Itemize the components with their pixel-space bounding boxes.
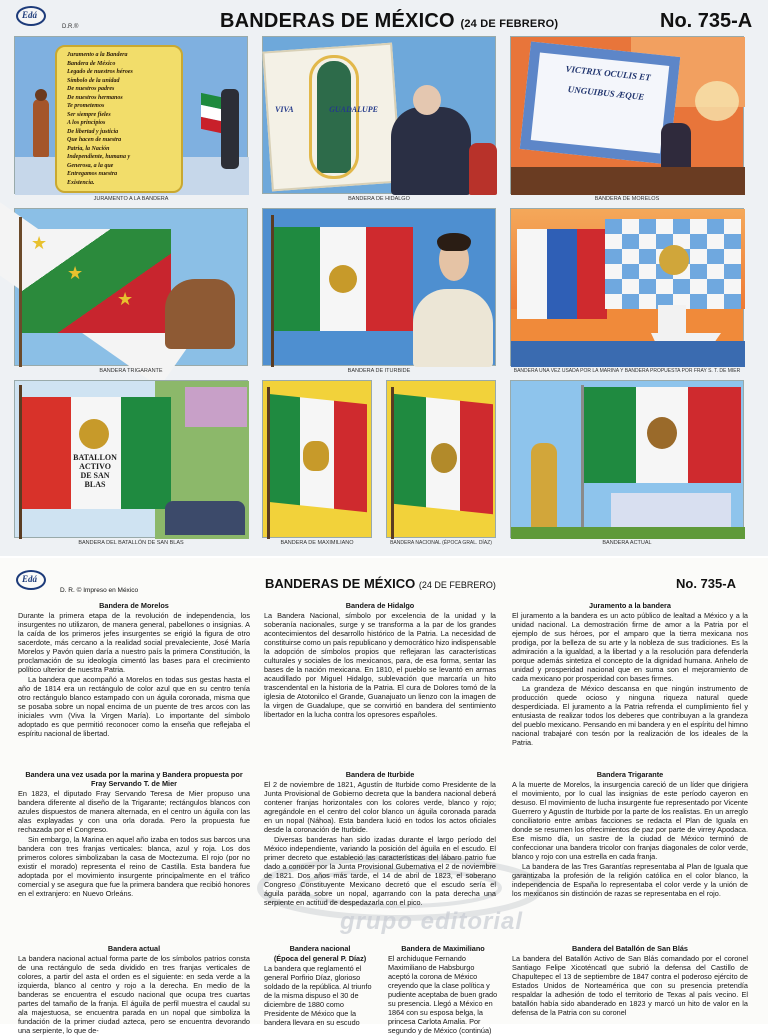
section-heading: Bandera de Morelos — [99, 601, 169, 610]
lawn — [511, 527, 745, 539]
section-heading: Bandera de Maximiliano — [401, 944, 485, 953]
paragraph: La bandera nacional actual forma parte de los símbolos patrios consta de una rectángulo de seda dividido en tres franjas verticales de colores, a partir del asta el orden es el siguiente: en seda verde a la izquierda, blanco al centro y rojo a la derecha. En medio de la banderas se encuentra el escudo nacional que ocupa tres cuartas partes del tamaño de la franja. El águila de perfil muestra el caudal su ala majestuosa, se encuentra parada en un nopal que simboliza la fundación de la primer ciudad azteca, pero se encuentra devorando una serpiente, lo que de- — [18, 954, 250, 1035]
morelos-flag-text: VICTRIX OCULIS ET UNGUIBUS ÆQUE — [565, 63, 652, 103]
section-iturbide — [264, 770, 496, 908]
panel-juramento — [14, 36, 248, 194]
battle-smoke — [695, 81, 739, 121]
section-heading: Bandera de Iturbide — [345, 770, 415, 779]
eagle-crest-icon — [431, 443, 457, 473]
caption-iturbide: BANDERA DE ITURBIDE — [347, 368, 411, 374]
section-juramento — [512, 601, 748, 748]
hidalgo-figure — [391, 107, 471, 195]
copyright-note: D. R. © Impreso en México — [60, 587, 139, 594]
paragraph: El 2 de noviembre de 1821, Agustín de Iturbide como Presidente de la Junta Provisional de Gobierno decreta que la bandera nacional deberá contener franjas horizontales con los colores verde, blanco y rojo; agregándole en el centro del color blanco un águila coronada parada en un nopal (Náhoa). Esta bandera lució en todos los actos oficiales desde la coronación de Iturbide. — [264, 780, 496, 834]
banner-text: VIVA GUADALUPE — [275, 105, 378, 114]
ground — [511, 167, 745, 195]
marina-flag — [517, 229, 607, 319]
panel-nacional-diaz — [386, 380, 496, 538]
imperial-eagle-icon — [303, 441, 329, 471]
paragraph: La bandera que acompañó a Morelos en todas sus gestas hasta el año de 1814 era un rectángulo de color azul que en su centro tenía otro rectángulo blanco estampado con un águila coronada, misma que se posaba sobre un nopal encima de un puente de tres arcos con las iniciales vvm (Viva la Virgen María). Lo importante del símbolo adoptado es que permitió reconocer como la enseña que reflejaba el espíritu nacional de libertad. — [18, 675, 250, 738]
publisher-logo — [16, 570, 46, 590]
star-icon: ★ — [31, 233, 48, 253]
title-text: BANDERAS DE MÉXICO — [265, 576, 416, 591]
panel-hidalgo — [262, 36, 496, 194]
section-hidalgo — [264, 601, 496, 720]
section-marina — [18, 770, 250, 899]
caption-juramento: JURAMENTO A LA BANDERA — [93, 196, 169, 202]
star-icon: ★ — [67, 263, 84, 283]
eagle-crest-icon — [659, 245, 689, 275]
sea — [511, 341, 745, 367]
flagpole — [391, 387, 394, 539]
flagpole — [19, 385, 22, 539]
san-blas-flag-text: BATALLON ACTIVO DE SAN BLAS — [73, 453, 117, 489]
panel-morelos — [510, 36, 744, 194]
copyright-mark: D.R.® — [62, 24, 79, 30]
paragraph: A la muerte de Morelos, la insurgencia careció de un líder que dirigiera el movimiento, por lo cual las insignias de este período cayeron en desuso. El movimiento de lucha insurgente fue representado por Vicente Guerrero y Agustín de Iturbide por la parte de los realistas. En un arreglo conciliatorio entre ambas facciones se redacta el Plan de Iguala en donde se resumen los ofrecimientos de paz por parte de virrey Apodaca. Ese mismo día, un sastre de la ciudad de México terminó de confeccionar una bandera tricolor con franjas diagonales de color verde, blanco y rojo con una estrella en cada franja. — [512, 780, 748, 861]
horse-rider — [165, 279, 235, 349]
section-morelos — [18, 601, 250, 739]
section-heading: Bandera actual — [107, 944, 161, 953]
sheet-number: No. 735-A — [676, 576, 736, 591]
paragraph: La bandera que reglamentó el general Porfirio Díaz, glorioso soldado de la república. Al triunfo de la misma dispuso el 30 de diciembre de 1880 como Presidente de México que la bandera llevara en su escudo — [264, 964, 372, 1027]
virgin-aura — [309, 55, 359, 179]
section-heading: Bandera del Batallón de San Blás — [572, 944, 688, 953]
buildings — [611, 493, 731, 529]
caption-nacional: BANDERA NACIONAL (ÉPOCA GRAL. DÍAZ) — [390, 540, 492, 546]
section-heading: Bandera una vez usada por la marina y Bandera propuesta por Fray Servando T. de Mier — [25, 770, 243, 788]
panel-san-blas — [14, 380, 248, 538]
section-trigarante — [512, 770, 748, 899]
caption-hidalgo: BANDERA DE HIDALGO — [348, 196, 410, 202]
iturbide-figure — [413, 289, 493, 367]
title-date: (24 DE FEBRERO) — [460, 18, 559, 30]
section-actual — [18, 944, 250, 1035]
caption-morelos: BANDERA DE MORELOS — [594, 196, 660, 202]
castle-building — [185, 387, 247, 427]
paragraph: Sin embargo, la Marina en aquel año izaba en todos sus barcos una bandera con tres franjas verticales: blanca, azul y roja. Los dos primeros colores simbolizaban la casa de Moctezuma. El rojo (por no existir el morado) representa el reino de Castilla. Esta bandera fue adoptada por el movimiento insurgente principalmente en el tráfico comercial y se asegura que fue la primera bandera que recibió honores en el extranjero: en Nuevo Orleáns. — [18, 835, 250, 898]
text-sheet — [0, 558, 768, 1035]
flagpole — [267, 387, 270, 539]
section-nacional — [264, 944, 376, 1027]
page-title — [220, 10, 558, 33]
caption-actual: BANDERA ACTUAL — [602, 540, 652, 546]
title-date: (24 DE FEBRERO) — [418, 580, 496, 590]
section-heading: Juramento a la bandera — [589, 601, 671, 610]
caption-maximiliano: BANDERA DE MAXIMILIANO — [280, 540, 354, 546]
eagle-crest-icon — [329, 265, 357, 293]
caption-marina: BANDERA UNA VEZ USADA POR LA MARINA Y BANDERA PROPUESTA POR FRAY S. T. DE MIER — [513, 368, 741, 374]
paragraph: La Bandera Nacional, símbolo por excelencia de la unidad y la soberanía nacionales, surge y se transforma a la par de los grandes acontecimientos del desarrollo histórico de la Patria. La necesidad de constituirse como un país republicano y democrático hizo indispensable la adopción de símbolos propios que reflejaran las características culturales y sociales de los mexicanos, para, de esa forma, sentar las bases de la nación mexicana. En 1810, el pueblo se levantó en armas acaudillado por Miguel Hidalgo, sublevación que marcaría un hito trascendental en la historia de la Patria. El cura de Dolores tomó de la iglesia de Atotonilco el Grande, Guanajuato un lienzo con la imagen de la virgen de Guadalupe, que se convirtió en bandera del sentimiento libertador en la lucha contra los opresores españoles. — [264, 611, 497, 719]
paragraph: El archiduque Fernando Maximiliano de Habsburgo aceptó la corona de México creyendo que la clase política y pudiente aceptaba de buen grado su presencia. Llegó a México en 1864 con su esposa belga, la princesa Carlota Amalia. Por segundo y de México (continúa) — [388, 954, 498, 1035]
boy-head — [35, 89, 47, 101]
panel-marina — [510, 208, 744, 366]
flagpole — [581, 385, 584, 539]
flagpole — [271, 215, 274, 367]
paragraph: Durante la primera etapa de la revolución de independencia, los insurgentes no utilizaron, de manera general, pabellones o insignias. A la caída de los primeros jefes insurgentes se erigió la figura de otro sacerdote, más cercano a la realidad social prevaleciente, José María Morelos y Pavón quien daría a nuestro país la primera Constitución, la proclamación de su ideología cimentó las bases para el crecimiento político ulterior de nuestra Patria. — [18, 611, 250, 674]
page-title — [265, 576, 496, 591]
sheet-number: No. 735-A — [660, 10, 753, 32]
iturbide-hair — [437, 233, 471, 251]
soldiers — [165, 501, 245, 535]
sailing-ship — [651, 305, 721, 345]
watermark-text: grupo editorial — [340, 908, 523, 935]
section-heading: Bandera Trigarante — [596, 770, 664, 779]
hidalgo-head — [413, 85, 441, 115]
paragraph: El juramento a la bandera es un acto público de lealtad a México y a la unidad nacional. La demostración firme de amor a la Patria por el ejemplo de sus héroes, por el amparo que la tierra mexicana nos prodiga, por la belleza de su arte y la nobleza de sus tradiciones. Es la admiración a la igualdad, a la libertad y a la resolución para defenderla porque además sintetiza el concepto de la dignidad humana. Anhelo de unidad y prosperidad nacional que en suma son el mejoramiento de cada mexicano por prosperidad con bases firmes. — [512, 611, 748, 683]
flagpole — [19, 217, 22, 367]
caption-trigarante: BANDERA TRIGARANTE — [99, 368, 163, 374]
star-icon: ★ — [117, 289, 134, 309]
soldier-red — [469, 143, 497, 195]
eagle-crest-icon — [647, 417, 677, 449]
section-subheading: (Época del general P. Díaz) — [273, 954, 367, 963]
panel-iturbide — [262, 208, 496, 366]
boy-figure — [33, 99, 49, 157]
paragraph: La grandeza de México descansa en que ningún instrumento de producción quede ocioso y ninguna riqueza natural quede desperdiciada. El juramento a la Patria refrenda el cumplimiento fiel y entusiasta de realizar todos los deberes que contribuyan a la grandeza del pueblo mexicano. Pensando en mi bandera y en el espíritu del himno nacional trabajaré con tesón por la realización de los ideales de la Patria. — [512, 684, 748, 747]
paragraph: La bandera de las Tres Garantías representaba al Plan de Iguala que garantizaba la profesión de la religión católica en el color blanco, la independencia de España lo representaba el color verde y la unión de los mexicanos sin distinción de razas se representaba en el rojo. — [512, 862, 748, 898]
eagle-crest-icon — [79, 419, 109, 449]
title-text: BANDERAS DE MÉXICO — [220, 10, 455, 32]
panel-trigarante — [14, 208, 248, 366]
scroll-text: Juramento a la Bandera Bandera de México Legado de nuestros héroes Símbolo de la unidad De nuestros padres De nuestros hermanos Te prometemos Ser siempre fieles A los principios De libertad y justicia Que hacen de nuestra Patria, la Nación Independiente, humana y Generosa, a la que Entregamos nuestra Existencia. — [67, 52, 133, 186]
section-heading: Bandera de Hidalgo — [345, 601, 415, 610]
section-san-blas — [512, 944, 748, 1024]
publisher-logo — [16, 6, 46, 26]
panel-actual — [510, 380, 744, 538]
caption-san-blas: BANDERA DEL BATALLÓN DE SAN BLAS — [78, 540, 184, 546]
paragraph: En 1823, el diputado Fray Servando Teresa de Mier propuso una bandera diferente al diseño de la Trigarante; rectángulos blancos con azules dispuestos de manera alternada, en el centro un águila con las alas explayadas y con una orla dorada. Pero la propuesta fue rechazada por el Congreso. — [18, 789, 250, 834]
panel-maximiliano — [262, 380, 372, 538]
logo-text: Edá — [22, 10, 38, 20]
soldier-figure — [221, 89, 239, 169]
saluting-soldier — [531, 443, 557, 531]
paragraph: La bandera del Batallón Activo de San Blás comandado por el coronel Santiago Felipe Xicoténcatl que subrió la defensa del Castillo de Chapultepec el 13 de septiembre de 1847 contra el poderoso ejército de Estados Unidos de Norteamérica que con su presencia pretendía respaldar la adhesión de todo el territorio de Texas al país vecino. El batallón había sido abanderado en 1823 y marcó un hito de valor en la defensa de la Patria con su coronel — [512, 954, 748, 1017]
paragraph: Diversas banderas han sido izadas durante el largo período del México independiente, variando la posición del águila en el escudo. El primer decreto que estableció las características del lábaro patrio fue dado a conocer por la Junta Provisional Gubernativa el 2 de noviembre de 1821. Dos años más tarde, el 14 de abril de 1823, el soberano Congreso Constituyente Mexicano decretó que el escudo sería el águila parada sobre un nopal, agarrando con la pata derecha una serpiente en actitud de despedazarla con el pico. — [264, 835, 496, 907]
section-maximiliano — [388, 944, 498, 1035]
mexican-flag-small — [201, 93, 221, 133]
logo-text: Edá — [22, 574, 38, 584]
section-heading: Bandera nacional — [289, 944, 351, 953]
